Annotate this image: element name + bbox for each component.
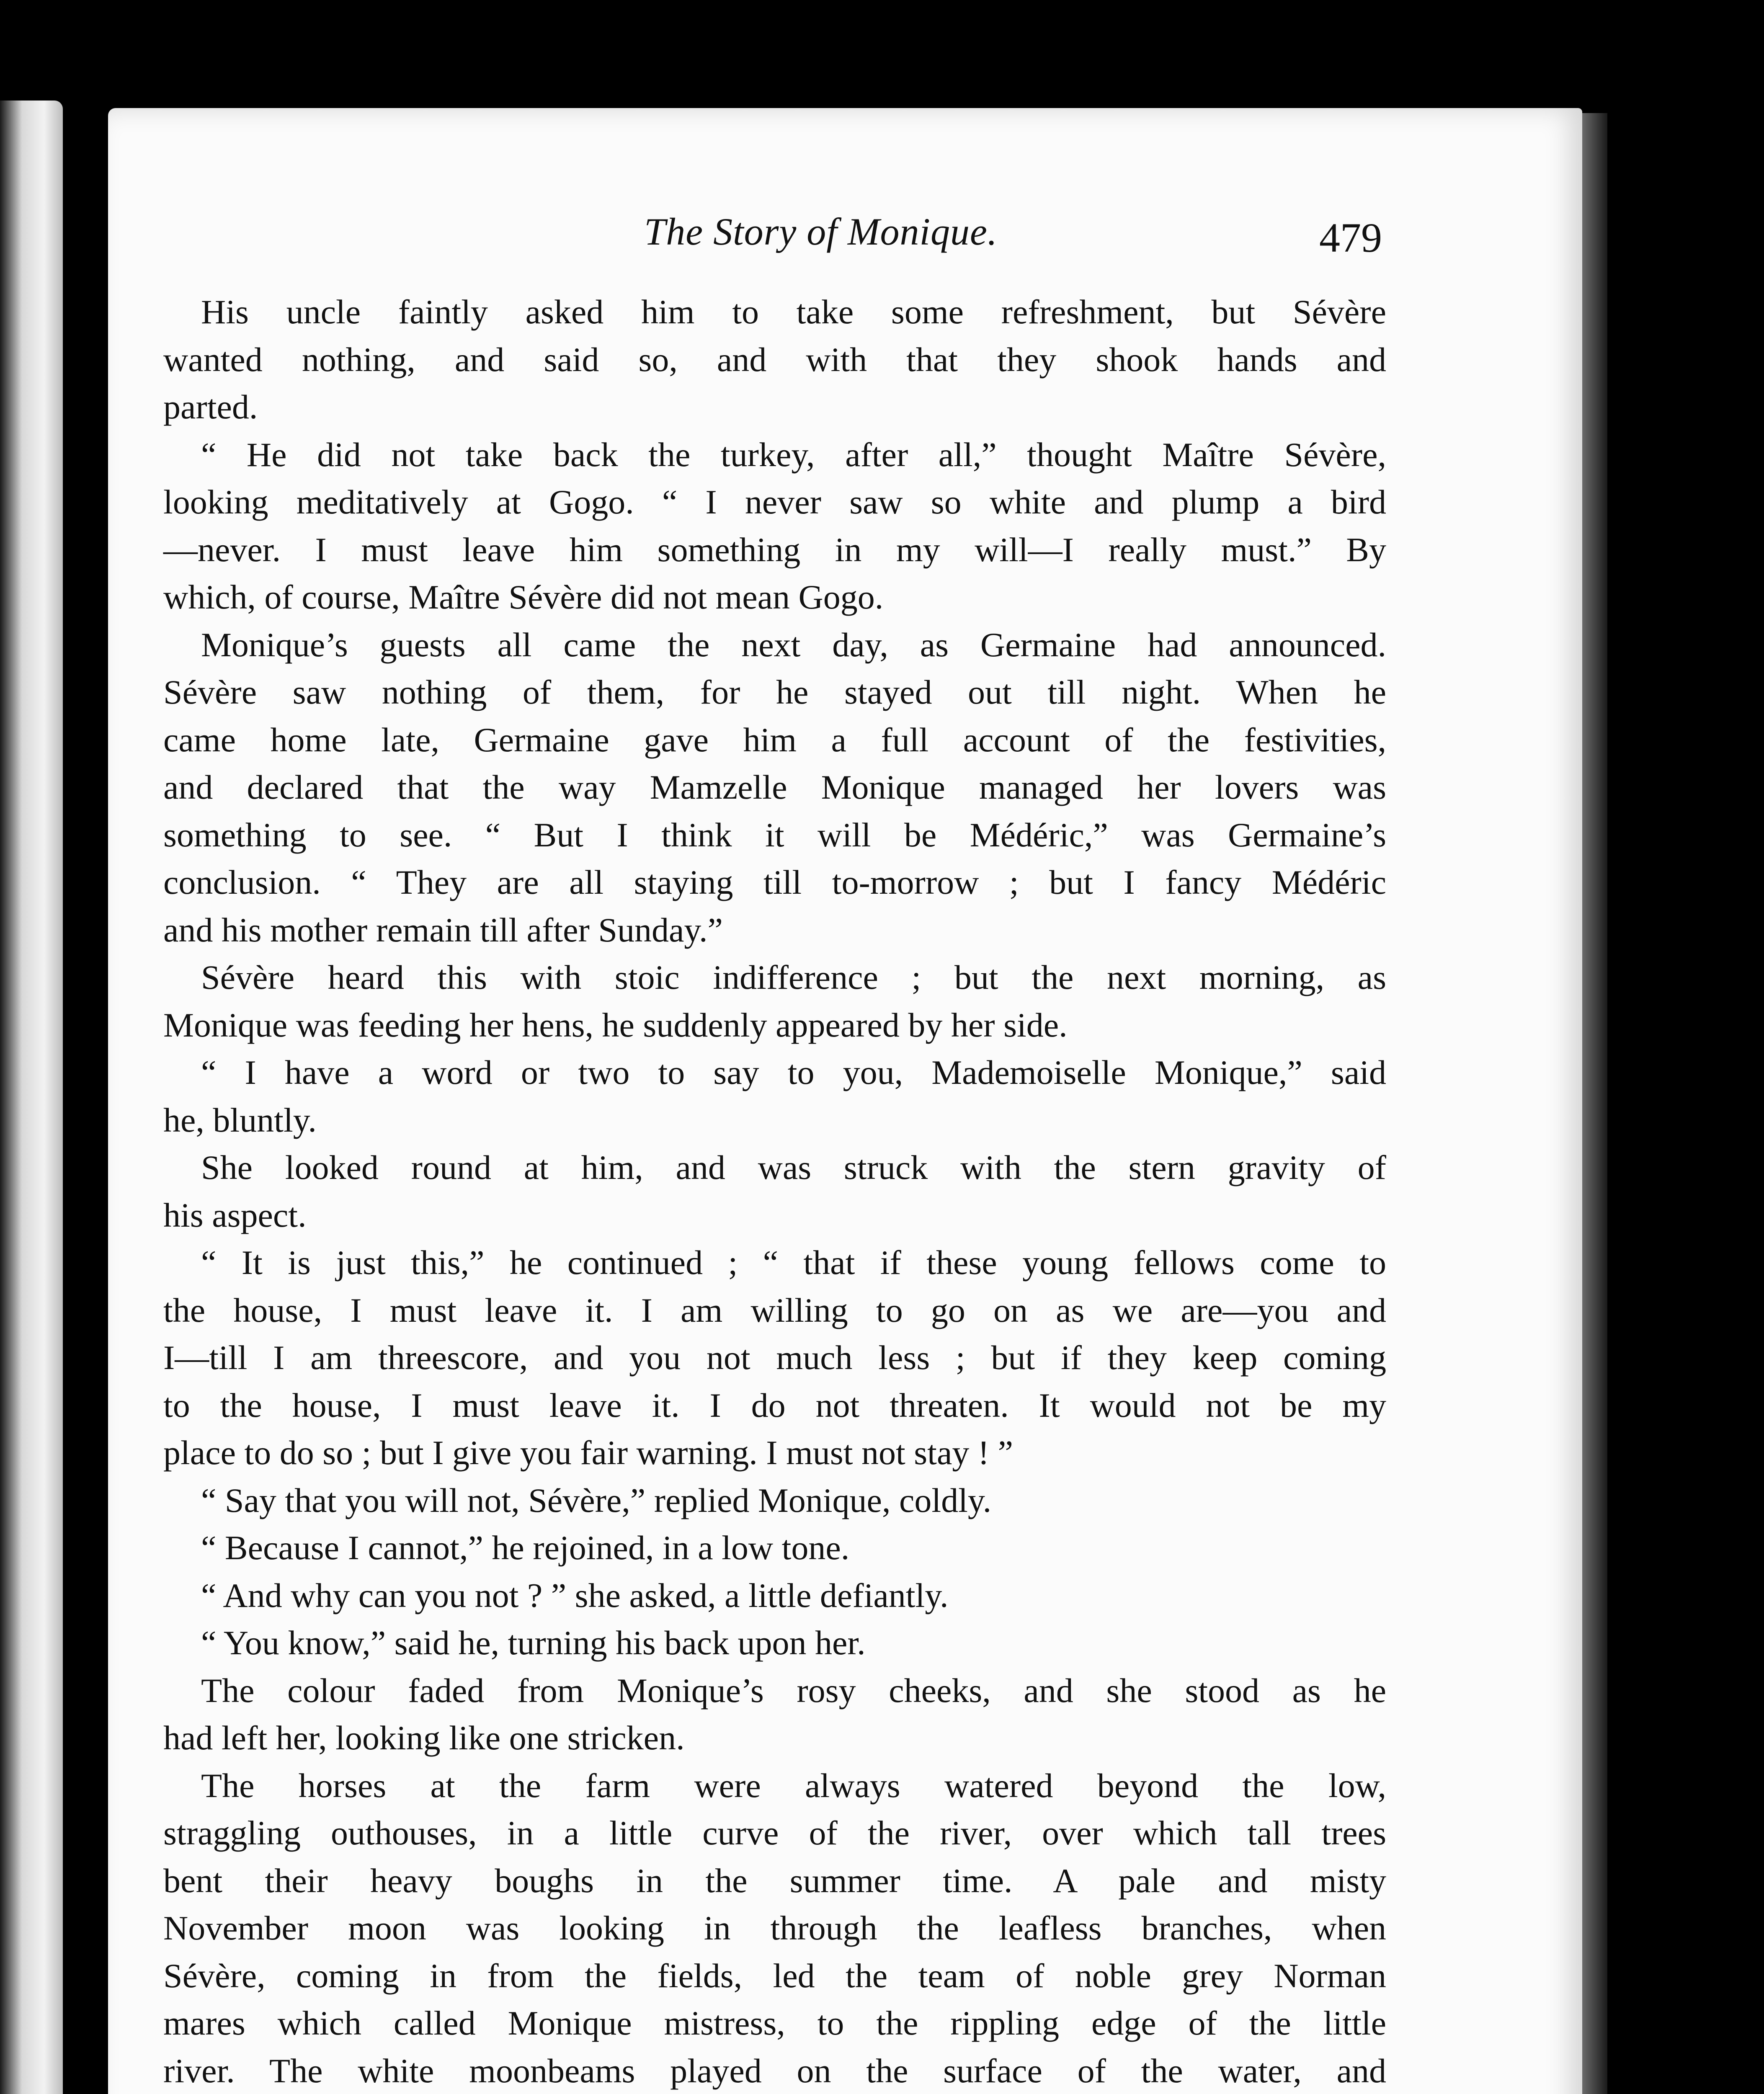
text-line: “ Say that you will not, Sévère,” replied Monique, coldly. (201, 1481, 992, 1519)
text-line: came home late, Germaine gave him a full account of the festivities, (163, 720, 1386, 759)
body-text (163, 288, 1386, 2094)
text-line: The horses at the farm were always watered beyond the low, (201, 1766, 1386, 1805)
text-line: which, of course, Maître Sévère did not mean Gogo. (163, 578, 884, 616)
text-line: “ You know,” said he, turning his back upon her. (201, 1624, 866, 1662)
running-head: The Story of Monique. (644, 210, 998, 253)
text-line: She looked round at him, and was struck with the stern gravity of (201, 1148, 1386, 1186)
text-line: looking meditatively at Gogo. “ I never saw so white and plump a bird (163, 483, 1386, 521)
text-line: something to see. “ But I think it will be Médéric,” was Germaine’s (163, 815, 1386, 854)
text-line: “ And why can you not ? ” she asked, a little defiantly. (201, 1576, 949, 1614)
text-line: parted. (163, 388, 258, 426)
page-number: 479 (1319, 214, 1382, 261)
text-line: had left her, looking like one stricken. (163, 1719, 685, 1757)
text-line: to the house, I must leave it. I do not threaten. It would not be my (163, 1386, 1386, 1424)
text-line: November moon was looking in through the leafless branches, when (163, 1909, 1386, 1947)
left-page-edge (0, 101, 63, 2094)
text-line: straggling outhouses, in a little curve of the river, over which tall trees (163, 1814, 1386, 1852)
text-line: “ It is just this,” he continued ; “ that if these young fellows come to (201, 1243, 1386, 1282)
text-line: and his mother remain till after Sunday.” (163, 910, 723, 949)
text-line: the house, I must leave it. I am willing to go on as we are—you and (163, 1291, 1386, 1329)
text-line: “ I have a word or two to say to you, Mademoiselle Monique,” said (201, 1053, 1386, 1091)
text-line: Sévère saw nothing of them, for he stayed out till night. When he (163, 673, 1386, 711)
text-line: he, bluntly. (163, 1101, 317, 1139)
text-line: “ He did not take back the turkey, after all,” thought Maître Sévère, (201, 435, 1386, 474)
text-line: river. The white moonbeams played on the surface of the water, and (163, 2051, 1386, 2090)
text-line: —never. I must leave him something in my will—I really must.” By (163, 530, 1386, 569)
text-line: “ Because I cannot,” he rejoined, in a low tone. (201, 1529, 850, 1567)
text-line: Monique’s guests all came the next day, as Germaine had announced. (201, 625, 1386, 664)
text-line: Sévère heard this with stoic indifference ; but the next morning, as (201, 958, 1386, 996)
text-line: Monique was feeding her hens, he suddenly appeared by her side. (163, 1006, 1068, 1044)
text-line: conclusion. “ They are all staying till to-morrow ; but I fancy Médéric (163, 863, 1386, 901)
text-line: mares which called Monique mistress, to the rippling edge of the little (163, 2004, 1386, 2042)
text-line: I—till I am threescore, and you not much less ; but if they keep coming (163, 1338, 1386, 1377)
text-line: and declared that the way Mamzelle Monique managed her lovers was (163, 768, 1386, 806)
text-line: place to do so ; but I give you fair warning. I must not stay ! ” (163, 1434, 1014, 1472)
text-line: The colour faded from Monique’s rosy cheeks, and she stood as he (201, 1671, 1386, 1710)
text-line: Sévère, coming in from the fields, led the team of noble grey Norman (163, 1956, 1386, 1995)
text-line: his aspect. (163, 1196, 307, 1234)
text-line: wanted nothing, and said so, and with that they shook hands and (163, 340, 1386, 379)
text-line: His uncle faintly asked him to take some refreshment, but Sévère (201, 293, 1386, 331)
text-line: bent their heavy boughs in the summer time. A pale and misty (163, 1861, 1386, 1900)
page-edge-shadow (1582, 113, 1607, 2094)
